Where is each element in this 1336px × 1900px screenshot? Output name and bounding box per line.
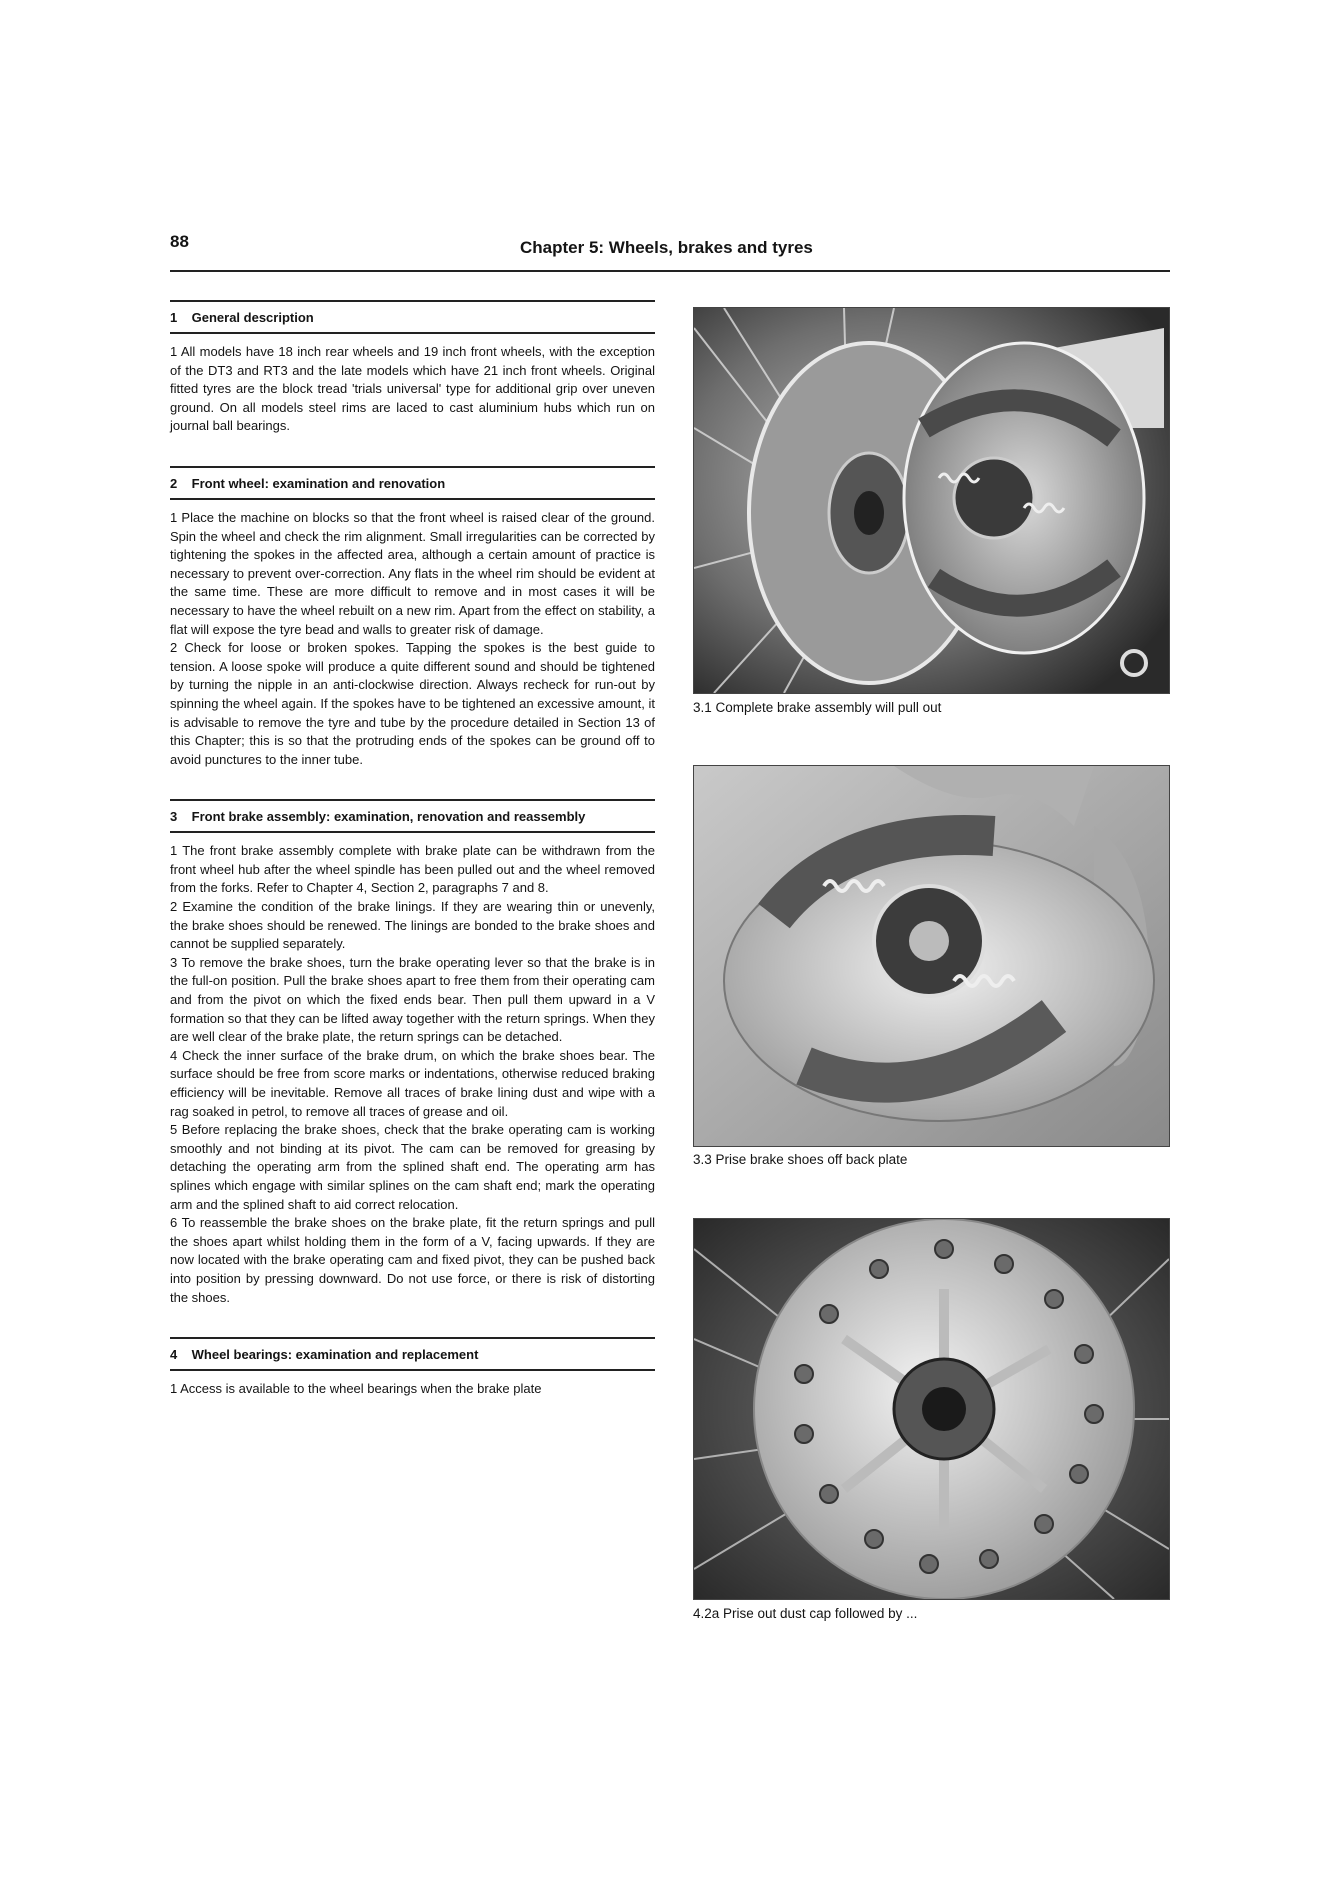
paragraph: 2 Check for loose or broken spokes. Tapping the spokes is the best guide to tension. A loose spoke will produce a quite different sound and should be tightened by turning the nipple in an anti-clockwise direction. Always recheck for run-out by spinning the wheel again. If the spokes have to be tightened an excessive amount, it is advisable to remove the tyre and tube by the procedure detailed in Section 13 of this Chapter; this is so that the protruding ends of the spokes can be ground off to avoid punctures to the inner tube. <box>170 640 655 767</box>
section-title: Front brake assembly: examination, renovation and reassembly <box>191 809 586 825</box>
paragraph: 4 Check the inner surface of the brake drum, on which the brake shoes bear. The surface should be free from score marks or indentations, otherwise reduced braking efficiency will be inevitable. Remove all traces of brake lining dust and wipe with a rag soaked in petrol, to remove all traces of grease and oil. <box>170 1047 655 1119</box>
section-number: 4 <box>170 1347 178 1363</box>
paragraph: 5 Before replacing the brake shoes, check that the brake operating cam is working smoothly and not binding at its pivot. The cam can be removed for greasing by detaching the operating arm from the splined shaft end. The operating arm has splines which engage with similar splines on the cam shaft end; mark the operating arm and the splined shaft to aid correct relocation. <box>170 1122 655 1212</box>
page-number: 88 <box>170 232 189 251</box>
section-title: General description <box>191 310 314 325</box>
section-front-wheel <box>170 466 655 769</box>
running-head: Chapter 5: Wheels, brakes and tyres <box>520 238 813 257</box>
section-heading <box>170 300 655 334</box>
figure-caption: 3.1 Complete brake assembly will pull out <box>693 700 942 715</box>
figure-caption: 4.2a Prise out dust cap followed by ... <box>693 1606 918 1621</box>
section-general-description <box>170 300 655 436</box>
paragraph: 1 Access is available to the wheel bearings when the brake plate <box>170 1381 542 1397</box>
section-number: 1 <box>170 310 178 325</box>
photo-hub-dust-cap <box>693 1218 1170 1600</box>
section-title: Wheel bearings: examination and replacement <box>191 1347 479 1363</box>
paragraph: 6 To reassemble the brake shoes on the brake plate, fit the return springs and pull the shoes apart whilst holding them in the form of a V, facing upwards. If they are now located with the brake operating cam and fixed pivot, they can be pushed back into position by pressing downward. Do not use force, or there is risk of distorting the shoes. <box>170 1215 655 1305</box>
section-number: 2 <box>170 475 178 491</box>
text-column <box>170 300 655 1429</box>
section-title: Front wheel: examination and renovation <box>191 475 446 491</box>
paragraph: 1 All models have 18 inch rear wheels and 19 inch front wheels, with the exception of the DT3 and RT3 and the late models which have 21 inch front wheels. Original fitted tyres are the block tread 'trials universal' type for additional grip over uneven ground. On all models steel rims are laced to cast aluminium hubs which run on journal ball bearings. <box>170 344 655 434</box>
paragraph: 1 Place the machine on blocks so that the front wheel is raised clear of the ground. Spin the wheel and check the rim alignment. Small irregularities can be corrected by tightening the spokes in the affected area, although a certain amount of practice is necessary to prevent over-correction. Any flats in the wheel rim should be evident at the same time. These are more difficult to remove and in most cases it will be necessary to have the wheel rebuilt on a new rim. Apart from the effect on stability, a flat will expose the tyre bead and walls to greater risk of damage. <box>170 509 655 637</box>
header-rule <box>170 270 1170 272</box>
section-front-brake <box>170 799 655 1307</box>
section-heading <box>170 799 655 833</box>
paragraph: 1 The front brake assembly complete with brake plate can be withdrawn from the front wheel hub after the wheel spindle has been pulled out and the wheel removed from the forks. Refer to Chapter 4, Section 2, paragraphs 7 and 8. <box>170 843 655 896</box>
figure-caption: 3.3 Prise brake shoes off back plate <box>693 1152 908 1167</box>
section-heading <box>170 466 655 500</box>
paragraph: 3 To remove the brake shoes, turn the brake operating lever so that the brake is in the full-on position. Pull the brake shoes apart to free them from their operating cam and from the pivot on which the fixed ends bear. Then pull them upward in a V formation so that they can be lifted away together with the return springs. When they are well clear of the brake plate, the return springs can be detached. <box>170 954 655 1045</box>
section-wheel-bearings <box>170 1337 655 1399</box>
section-number: 3 <box>170 809 178 825</box>
photo-brake-shoes <box>693 765 1170 1147</box>
section-heading <box>170 1337 655 1371</box>
photo-brake-assembly <box>693 307 1170 694</box>
paragraph: 2 Examine the condition of the brake linings. If they are wearing thin or unevenly, the brake shoes should be renewed. The linings are bonded to the brake shoes and cannot be supplied separately. <box>170 899 655 952</box>
